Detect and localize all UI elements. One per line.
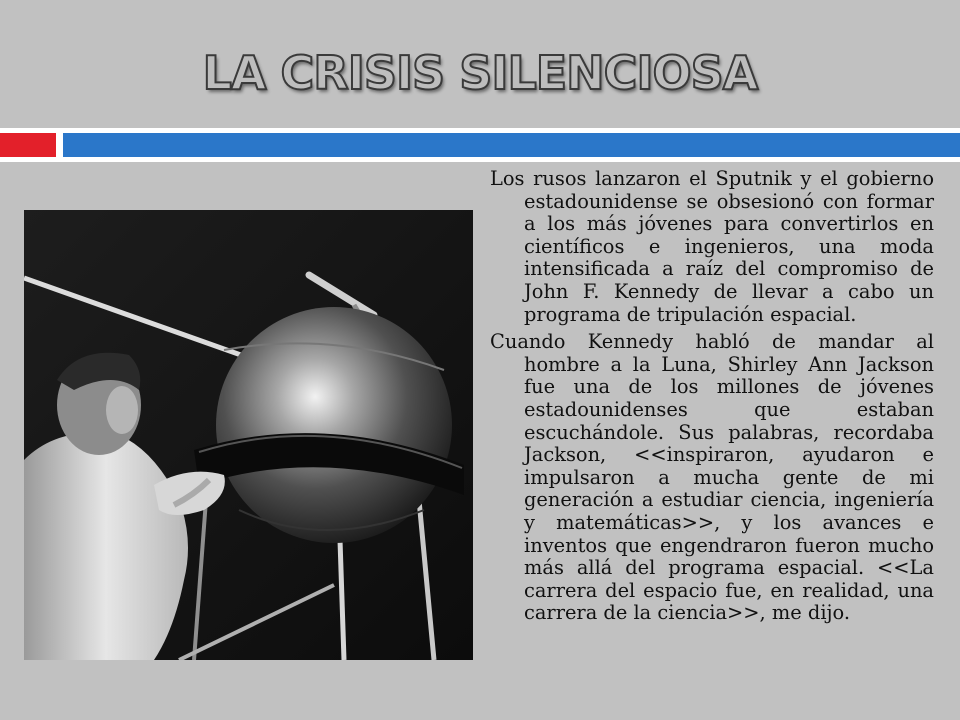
sputnik-photo [24,210,473,660]
accent-bar-blue [63,133,960,157]
paragraph-sputnik: Los rusos lanzaron el Sputnik y el gobierno estadounidense se obsesionó con formar a los más jóvenes para convertirlos en científicos e ingenieros, una moda intensificada a raíz del compromiso de John F. Kennedy de llevar a cabo un programa de tripulación espacial. [490,167,934,326]
body-text [490,168,934,630]
slide-title: LA CRISIS SILENCIOSA [202,46,758,100]
paragraph-kennedy: Cuando Kennedy habló de mandar al hombre a la Luna, Shirley Ann Jackson fue una de los millones de jóvenes estadounidenses que estaban escuchándole. Sus palabras, recordaba Jackson, <<inspiraron, ayudaron e impulsaron a mucha gente de mi generación a estudiar ciencia, ingeniería y matemáticas>>, y los avances e inventos que engendraron fueron mucho más allá del programa espacial. <<La carrera del espacio fue, en realidad, una carrera de la ciencia>>, me dijo. [490,330,934,625]
accent-bar-red [0,133,56,157]
